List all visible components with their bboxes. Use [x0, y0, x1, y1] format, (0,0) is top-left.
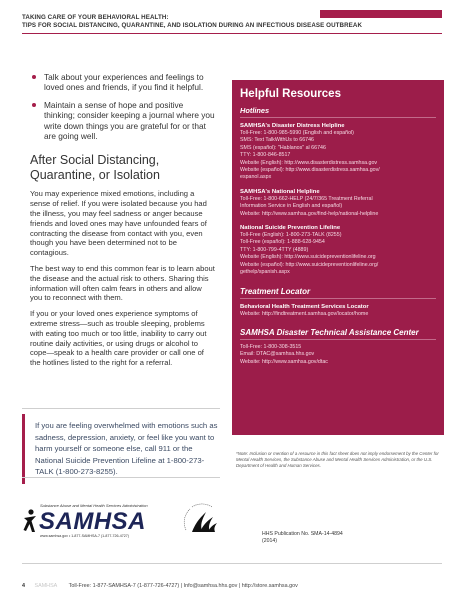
- resource-link[interactable]: Email: DTAC@samhsa.hhs.gov: [240, 351, 315, 358]
- resource-link[interactable]: gethelp/spanish.aspx: [240, 269, 290, 276]
- list-item-text: Maintain a sense of hope and positive thinking; consider keeping a journal where you write down things you are grateful for or that are going well.: [44, 99, 215, 142]
- page-footer: [22, 583, 442, 589]
- left-column: [30, 72, 216, 374]
- footer-faded-mark: SAMHSA: [34, 583, 58, 589]
- resource-link[interactable]: Website (English): http://www.suicidepreventionlifeline.org: [240, 254, 376, 261]
- resource-line: Toll-Free (español): 1-888-628-9454: [240, 239, 325, 246]
- resource-name: SAMHSA's Disaster Distress Helpline: [240, 123, 345, 129]
- dtac-contact: [240, 344, 436, 366]
- publication-info: [262, 531, 343, 545]
- resource-name: SAMHSA's National Helpline: [240, 188, 320, 195]
- paragraph: The best way to end this common fear is to learn about the disease and the actual risk to others. Sharing this information will often calm fears in others and allow you to reconnect with them.: [30, 264, 215, 303]
- publication-year: (2014): [262, 538, 277, 544]
- resource-line: SMS: Text TalkWithUs to 66746: [240, 137, 314, 144]
- emergency-callout: [22, 414, 220, 484]
- header-line-2: TIPS FOR SOCIAL DISTANCING, QUARANTINE, AND ISOLATION DURING AN INFECTIOUS DISEASE OUTBREAK: [22, 22, 363, 29]
- header-line-1: TAKING CARE OF YOUR BEHAVIORAL HEALTH:: [22, 14, 169, 21]
- callout-bottom-rule: [22, 477, 220, 478]
- page-number: 4: [22, 583, 25, 589]
- resource-link[interactable]: Website: http://www.samhsa.gov/find-help/national-helpline: [240, 210, 379, 217]
- resource-link[interactable]: Website (español): http://www.disasterdistress.samhsa.gov/: [240, 167, 380, 174]
- bullet-icon: [32, 103, 36, 107]
- paragraph: If you or your loved ones experience symptoms of extreme stress—such as trouble sleeping, problems with eating too much or too little, inability to carry out routine daily activities, or using drugs or alcohol to cope—speak to a health care provider or call one of the hotlines listed to the right for a referral.: [30, 309, 207, 368]
- bullet-icon: [32, 75, 36, 79]
- tips-list: [30, 72, 216, 141]
- hotlines-heading: Hotlines: [240, 106, 436, 118]
- list-item: [30, 100, 216, 142]
- hhs-seal-icon: [180, 500, 222, 542]
- resource-name: Behavioral Health Treatment Services Locator: [240, 303, 369, 310]
- callout-text: If you are feeling overwhelmed with emotions such as sadness, depression, anxiety, or feel like you want to harm yourself or someone else, call 911 or the National Suicide Prevention Lifeline at 1-800-273-TALK (1-800-273-8255).: [35, 421, 218, 477]
- resource-name: National Suicide Prevention Lifeline: [240, 225, 341, 232]
- national-helpline: [240, 188, 436, 218]
- list-item: [30, 72, 216, 93]
- list-item-text: Talk about your experiences and feelings to loved ones and friends, if you find it helpful.: [44, 72, 204, 93]
- samhsa-logo: [22, 503, 172, 543]
- resource-link[interactable]: Website (español): http://www.suicidepreventionlifeline.org/: [240, 261, 379, 268]
- resource-line: Toll-Free: 1-800-985-5990 (English and español): [240, 130, 354, 136]
- resource-line: Information Service in English and español): [240, 203, 343, 210]
- treatment-locator: [240, 303, 436, 318]
- footer-rule: [22, 563, 442, 564]
- resource-link[interactable]: Website (English): http://www.disasterdistress.samhsa.gov: [240, 159, 378, 166]
- footer-contact: Toll-Free: 1-877-SAMHSA-7 (1-877-726-4727) | Info@samhsa.hhs.gov | http://store.samhsa.gov: [68, 583, 298, 589]
- section-title-line-1: After Social Distancing,: [30, 153, 160, 168]
- resource-line: TTY: 1-800-846-8517: [240, 152, 291, 159]
- resource-link[interactable]: Website: http://findtreatment.samhsa.gov/locator/home: [240, 310, 369, 317]
- dtac-heading: SAMHSA Disaster Technical Assistance Center: [240, 328, 436, 340]
- header-rule: [22, 33, 442, 34]
- publication-number: HHS Publication No. SMA-14-4894: [262, 531, 343, 537]
- resource-line: TTY: 1-800-799-4TTY (4889): [240, 246, 309, 253]
- treatment-locator-heading: Treatment Locator: [240, 287, 436, 299]
- resource-line: Toll-Free: 1-800-308-3515: [240, 343, 302, 350]
- person-figure-icon: [22, 509, 38, 533]
- helpful-resources-panel: [232, 80, 444, 435]
- resource-line: SMS (español): "Hablanos" al 66746: [240, 144, 326, 151]
- resource-link[interactable]: espanol.aspx: [240, 174, 272, 181]
- logo-tagline: Substance Abuse and Mental Health Services Administration: [40, 503, 148, 508]
- section-title: [30, 153, 216, 183]
- suicide-prevention-lifeline: [240, 224, 436, 276]
- disclaimer-note: *Note: Inclusion or mention of a resource in this fact sheet does not imply endorsement by the Center for Mental Health Services, the Substance Abuse and Mental Health Services Administration, or the U.S. Department of Health and Human Services.: [236, 451, 439, 469]
- paragraph: You may experience mixed emotions, including a sense of relief. If you were isolated because you had the illness, you may feel sadness or anger because friends and loved ones may have unfounded fears of contracting the disease from contact with you, even though you have been determined not to be contagious.: [30, 189, 207, 258]
- resource-line: Toll-Free (English): 1-800-273-TALK (8255): [240, 232, 342, 239]
- resource-link[interactable]: Website: http://www.samhsa.gov/dtac: [240, 358, 328, 365]
- page-header: [22, 14, 442, 30]
- logo-contact: www.samhsa.gov • 1-877-SAMHSA-7 (1-877-726-4727): [40, 534, 129, 538]
- logo-wordmark: SAMHSA: [39, 508, 147, 535]
- section-title-line-2: Quarantine, or Isolation: [30, 168, 160, 183]
- resources-title: Helpful Resources: [240, 88, 341, 100]
- callout-top-rule: [22, 408, 220, 409]
- distress-helpline: [240, 122, 436, 182]
- resource-line: Toll-Free: 1-800-662-HELP (24/7/365 Treatment Referral: [240, 195, 373, 202]
